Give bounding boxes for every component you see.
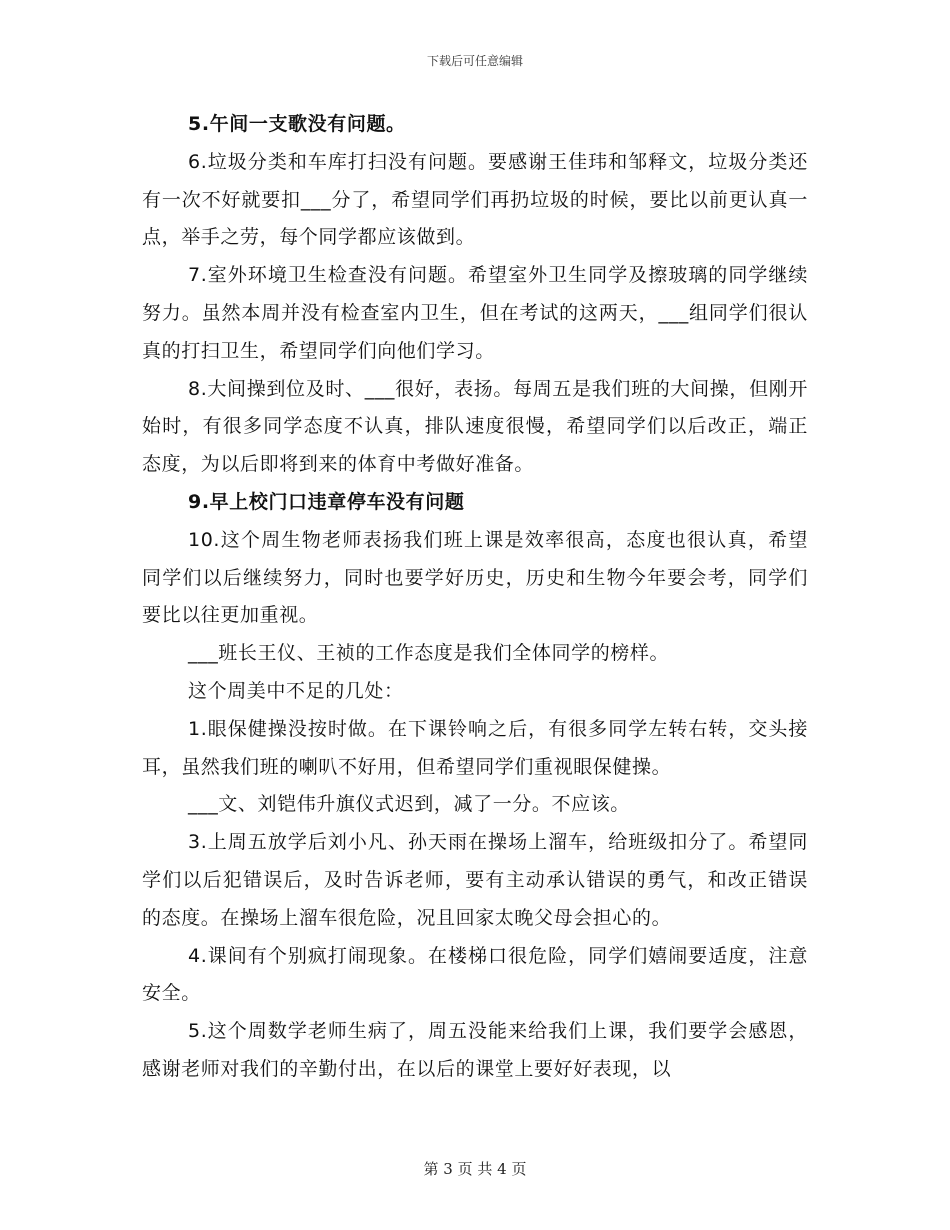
paragraph: 4.课间有个别疯打闹现象。在楼梯口很危险，同学们嬉闹要适度，注意安全。 — [142, 944, 808, 1005]
paragraph: 6.垃圾分类和车库打扫没有问题。要感谢王佳玮和邹释文，垃圾分类还有一次不好就要扣___分了，希望同学们再扔垃圾的时候，要比以前更认真一点，举手之劳，每个同学都应该做到。 — [142, 150, 808, 249]
paragraph: ___班长王仪、王祯的工作态度是我们全体同学的榜样。 — [188, 642, 670, 665]
paragraph: 3.上周五放学后刘小凡、孙天雨在操场上溜车，给班级扣分了。希望同学们以后犯错误后，及时告诉老师，要有主动承认错误的勇气，和改正错误的态度。在操场上溜车很危险，况且回家太晚父母会担心的。 — [142, 831, 808, 929]
page-header: 下载后可任意编辑 — [426, 54, 523, 68]
paragraph: 1.眼保健操没按时做。在下课铃响之后，有很多同学左转右转，交头接耳，虽然我们班的喇叭不好用，但希望同学们重视眼保健操。 — [142, 717, 808, 778]
paragraph: ___文、刘铠伟升旗仪式迟到，减了一分。不应该。 — [188, 793, 630, 816]
paragraph: 5.午间一支歌没有问题。 — [188, 113, 406, 135]
paragraph: 这个周美中不足的几处： — [188, 679, 404, 702]
document-body — [142, 106, 808, 1089]
page-footer: 第 3 页 共 4 页 — [423, 1160, 527, 1178]
paragraph: 9.早上校门口违章停车没有问题 — [188, 490, 465, 513]
paragraph: 8.大间操到位及时、___很好，表扬。每周五是我们班的大间操，但刚开始时，有很多同学态度不认真，排队速度很慢，希望同学们以后改正，端正态度，为以后即将到来的体育中考做好准备。 — [142, 377, 808, 476]
paragraph: 5.这个周数学老师生病了，周五没能来给我们上课，我们要学会感恩，感谢老师对我们的辛勤付出，在以后的课堂上要好好表现，以 — [142, 1020, 808, 1080]
paragraph: 7.室外环境卫生检查没有问题。希望室外卫生同学及擦玻璃的同学继续努力。虽然本周并没有检查室内卫生，但在考试的这两天，___组同学们很认真的打扫卫生，希望同学们向他们学习。 — [142, 264, 808, 362]
paragraph: 10.这个周生物老师表扬我们班上课是效率很高，态度也很认真，希望同学们以后继续努力，同时也要学好历史，历史和生物今年要会考，同学们要比以往更加重视。 — [142, 528, 808, 627]
